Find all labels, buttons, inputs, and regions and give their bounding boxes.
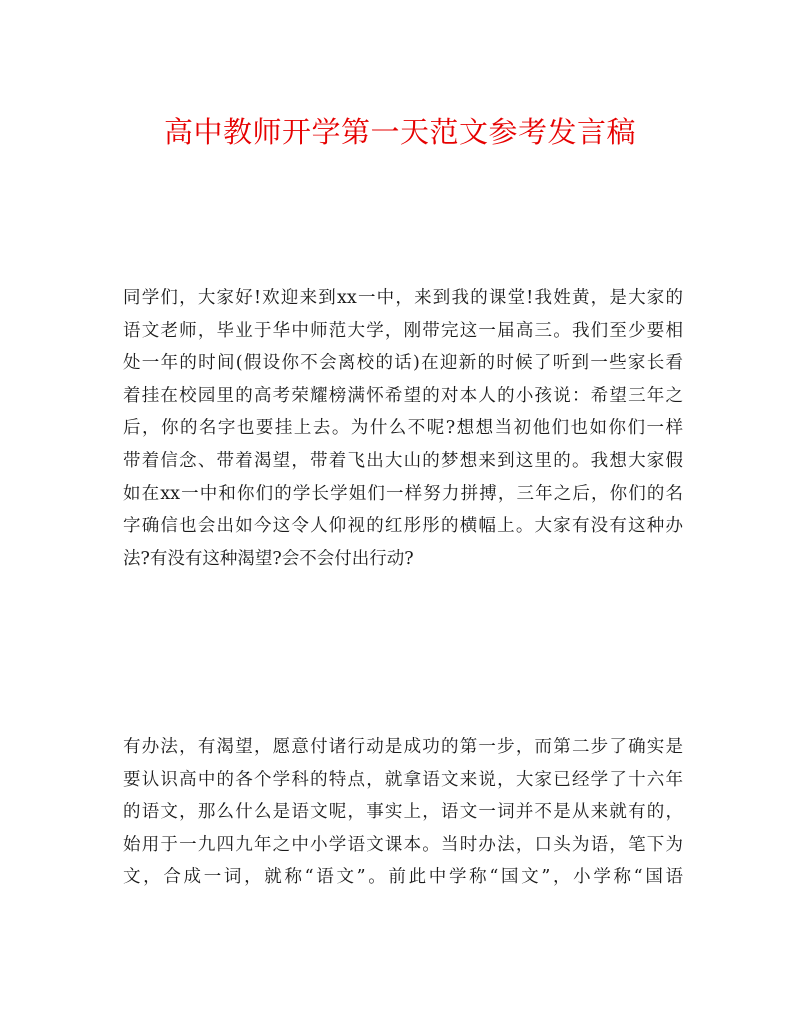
text-line: 有办法，有渴望，愿意付诸行动是成功的第一步，而第二步了确实是 — [123, 737, 683, 757]
text-line: 的语文，那么什么是语文呢，事实上，语文一词并不是从来就有的， — [123, 802, 683, 823]
text-line: 法?有没有这种渴望?会不会付出行动? — [123, 548, 414, 569]
text-line: 要认识高中的各个学科的特点，就拿语文来说，大家已经学了十六年 — [123, 769, 683, 790]
text-line: 处一年的时间(假设你不会离校的话)在迎新的时候了听到一些家长看 — [123, 353, 683, 374]
paragraph-2 — [123, 731, 683, 894]
document-title: 高中教师开学第一天范文参考发言稿 — [163, 115, 636, 149]
text-line: 同学们，大家好!欢迎来到xx一中，来到我的课堂!我姓黄，是大家的 — [123, 288, 683, 308]
text-line: 文，合成一词，就称“语文”。前此中学称“国文”，小学称“国语 — [123, 867, 683, 888]
text-line: 语文老师，毕业于华中师范大学，刚带完这一届高三。我们至少要相 — [123, 320, 683, 341]
text-line: 带着信念、带着渴望，带着飞出大山的梦想来到这里的。我想大家假 — [123, 450, 683, 471]
paragraph-1 — [123, 282, 683, 575]
text-line: 如在xx一中和你们的学长学姐们一样努力拼搏，三年之后，你们的名 — [123, 483, 683, 504]
text-line: 字确信也会出如今这令人仰视的红彤彤的横幅上。大家有没有这种办 — [123, 516, 683, 537]
text-line: 着挂在校园里的高考荣耀榜满怀希望的对本人的小孩说：希望三年之 — [123, 385, 683, 406]
text-line: 始用于一九四九年之中小学语文课本。当时办法，口头为语，笔下为 — [123, 834, 683, 855]
text-line: 后，你的名字也要挂上去。为什么不呢?想想当初他们也如你们一样 — [123, 418, 683, 439]
